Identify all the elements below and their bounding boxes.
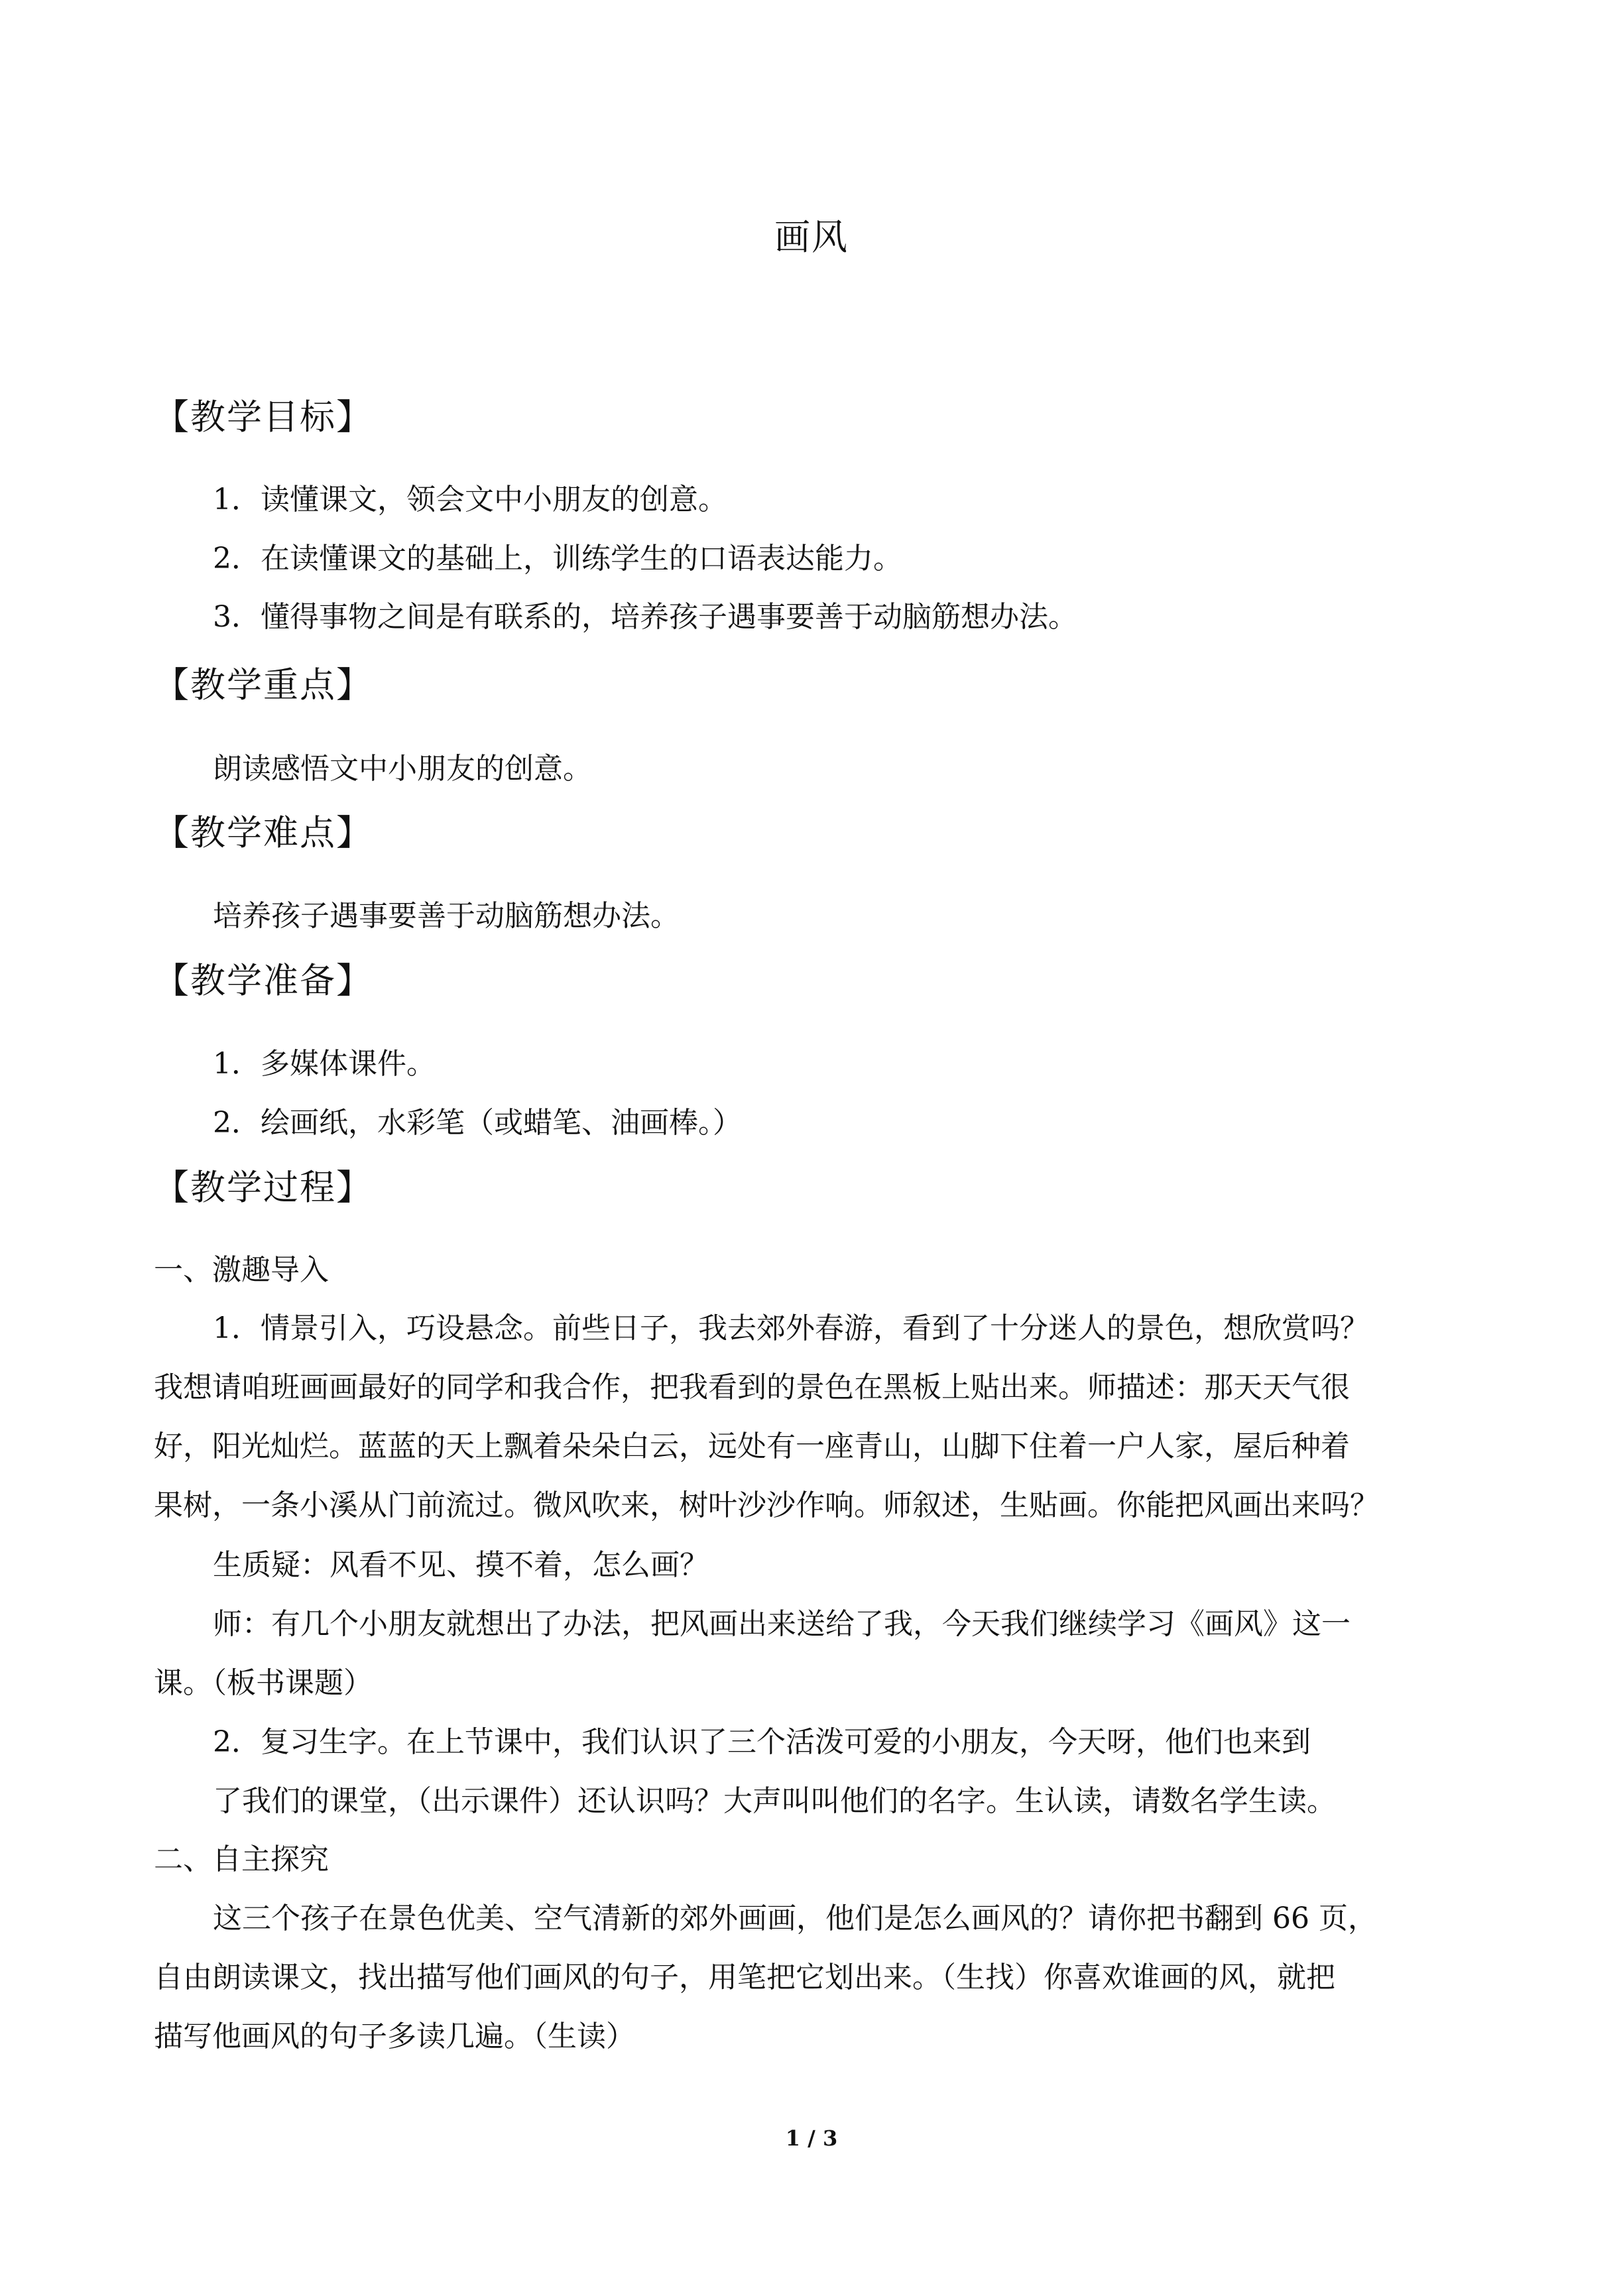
paragraph-line: 2．复习生字。在上节课中，我们认识了三个活泼可爱的小朋友，今天呀，他们也来到	[213, 1725, 1311, 1759]
paragraph-line: 1．情景引入，巧设悬念。前些日子，我去郊外春游，看到了十分迷人的景色，想欣赏吗？	[213, 1311, 1369, 1345]
process-part-title: 二、自主探究	[154, 1843, 329, 1876]
paragraph-line: 这三个孩子在景色优美、空气清新的郊外画画，他们是怎么画风的？请你把书翻到 66 页，	[213, 1902, 1377, 1935]
objective-item: 1．读懂课文，领会文中小朋友的创意。	[213, 483, 727, 516]
objective-item: 3．懂得事物之间是有联系的，培养孩子遇事要善于动脑筋想办法。	[213, 600, 1077, 634]
paragraph-line: 好，阳光灿烂。蓝蓝的天上飘着朵朵白云，远处有一座青山，山脚下住着一户人家，屋后种着	[154, 1429, 1350, 1463]
paragraph-line: 了我们的课堂，（出示课件）还认识吗？大声叫叫他们的名字。生认读，请数名学生读。	[213, 1784, 1336, 1818]
paragraph-line: 自由朗读课文，找出描写他们画风的句子，用笔把它划出来。（生找）你喜欢谁画的风，就把	[154, 1961, 1335, 1994]
heading-difficulties: 【教学难点】	[154, 813, 373, 853]
page-title: 画风	[774, 216, 849, 258]
preparation-item: 1．多媒体课件。	[213, 1047, 436, 1081]
process-part-title: 一、激趣导入	[154, 1253, 329, 1287]
heading-process: 【教学过程】	[154, 1168, 373, 1208]
paragraph-line: 描写他画风的句子多读几遍。（生读）	[154, 2020, 635, 2053]
key-points-text: 朗读感悟文中小朋友的创意。	[213, 752, 592, 786]
paragraph-line: 果树，一条小溪从门前流过。微风吹来，树叶沙沙作响。师叙述，生贴画。你能把风画出来吗？	[154, 1488, 1379, 1522]
difficulties-text: 培养孩子遇事要善于动脑筋想办法。	[213, 899, 680, 933]
preparation-item: 2．绘画纸，水彩笔（或蜡笔、油画棒。）	[213, 1106, 742, 1140]
paragraph-line: 生质疑：风看不见、摸不着，怎么画？	[213, 1548, 709, 1582]
paragraph-line: 课。（板书课题）	[154, 1666, 373, 1700]
heading-preparation: 【教学准备】	[154, 961, 373, 1001]
heading-key-points: 【教学重点】	[154, 665, 373, 705]
objective-item: 2．在读懂课文的基础上，训练学生的口语表达能力。	[213, 542, 902, 575]
paragraph-line: 我想请咱班画画最好的同学和我合作，把我看到的景色在黑板上贴出来。师描述：那天天气很	[154, 1370, 1350, 1404]
heading-objectives: 【教学目标】	[154, 397, 373, 438]
paragraph-line: 师：有几个小朋友就想出了办法，把风画出来送给了我，今天我们继续学习《画风》这一	[213, 1607, 1351, 1641]
page-number: 1 / 3	[785, 2126, 838, 2151]
